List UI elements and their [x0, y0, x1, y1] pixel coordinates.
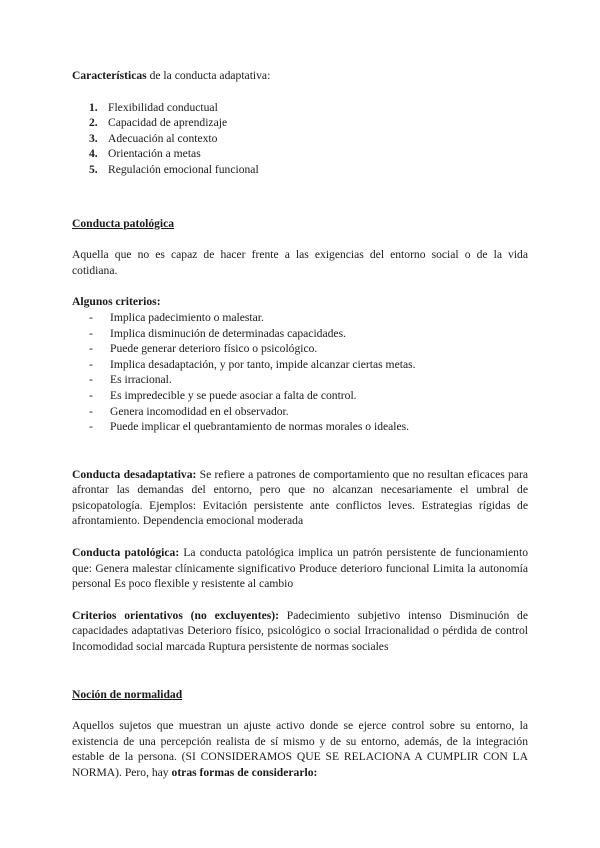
list-item: - Genera incomodidad en el observador.: [72, 404, 528, 420]
pathological-definition: Aquella que no es capaz de hacer frente a las exigencias del entorno social o de la vida cotidiana.: [72, 248, 528, 277]
normality-text: Aquellos sujetos que muestran un ajuste activo donde se ejerce control sobre su entorno, la existencia de una percepción realista de sí mismo y de su entorno, además, de la integración estable de la persona. (SI CONSIDERAMOS QUE SE RELACIONA A CUMPLIR CON LA NORMA). Pero, hay: [72, 719, 528, 779]
pathological-paragraph: [72, 545, 528, 592]
adaptive-list: [72, 100, 528, 178]
list-item: [72, 131, 528, 147]
list-text: Orientación a metas: [108, 147, 201, 161]
pathological-text: La conducta patológica implica un patrón persistente de funcionamiento que: Genera malestar clínicamente significativo Produce deterioro funcional Limita la autonomía personal Es poco flexible y resistente al cambio: [72, 546, 528, 591]
maladaptive-label: Conducta desadaptativa:: [72, 467, 197, 481]
list-number: 2.: [89, 116, 98, 130]
list-number: 3.: [89, 131, 98, 145]
list-number: 4.: [89, 147, 98, 161]
list-item: - Es impredecible y se puede asociar a falta de control.: [72, 388, 528, 404]
adaptive-heading-rest: de la conducta adaptativa:: [146, 69, 271, 82]
list-number: 5.: [89, 162, 98, 176]
list-item: - Implica desadaptación, y por tanto, impide alcanzar ciertas metas.: [72, 357, 528, 373]
pathological-label: Conducta patológica:: [72, 546, 180, 560]
adaptive-heading-bold: Características: [72, 69, 147, 82]
adaptive-heading: [72, 68, 528, 84]
normality-bold-end: otras formas de considerarlo:: [171, 766, 318, 779]
criteria-heading: Algunos criterios:: [72, 295, 161, 309]
maladaptive-text: Se refiere a patrones de comportamiento que no resultan eficaces para afrontar las demandas del entorno, pero que no alcanzan necesariamente el umbral de psicopatología. Ejemplos: Evitación persistente ante conflictos leves. Estrategias rígidas de afrontamiento. Dependencia emocional moderada: [72, 467, 528, 528]
list-text: Adecuación al contexto: [108, 131, 218, 145]
normality-title: Noción de normalidad: [72, 687, 183, 701]
list-item: - Puede generar deterioro físico o psicológico.: [72, 341, 528, 357]
list-item: [72, 162, 528, 178]
list-item: - Puede implicar el quebrantamiento de normas morales o ideales.: [72, 419, 528, 435]
pathological-title: Conducta patológica: [72, 216, 175, 230]
list-item: - Implica padecimiento o malestar.: [72, 310, 528, 326]
maladaptive-paragraph: [72, 467, 528, 529]
list-item: [72, 146, 528, 162]
criteria-paragraph: [72, 608, 528, 655]
list-item: - Implica disminución de determinadas capacidades.: [72, 326, 528, 342]
criteria-label: Criterios orientativos (no excluyentes):: [72, 608, 279, 622]
document-page: [72, 68, 528, 781]
list-item: - Es irracional.: [72, 372, 528, 388]
criteria-list: [72, 310, 528, 435]
list-text: Regulación emocional funcional: [108, 162, 259, 176]
list-number: 1.: [89, 100, 98, 114]
normality-paragraph: [72, 718, 528, 780]
list-text: Capacidad de aprendizaje: [108, 116, 228, 130]
list-text: Flexibilidad conductual: [108, 100, 218, 114]
list-item: [72, 115, 528, 131]
criteria-text: Padecimiento subjetivo intenso Disminución de capacidades adaptativas Deterioro físico, psicológico o social Irracionalidad o pérdida de control Incomodidad social marcada Ruptura persistente de normas sociales: [72, 608, 528, 654]
list-item: [72, 100, 528, 116]
